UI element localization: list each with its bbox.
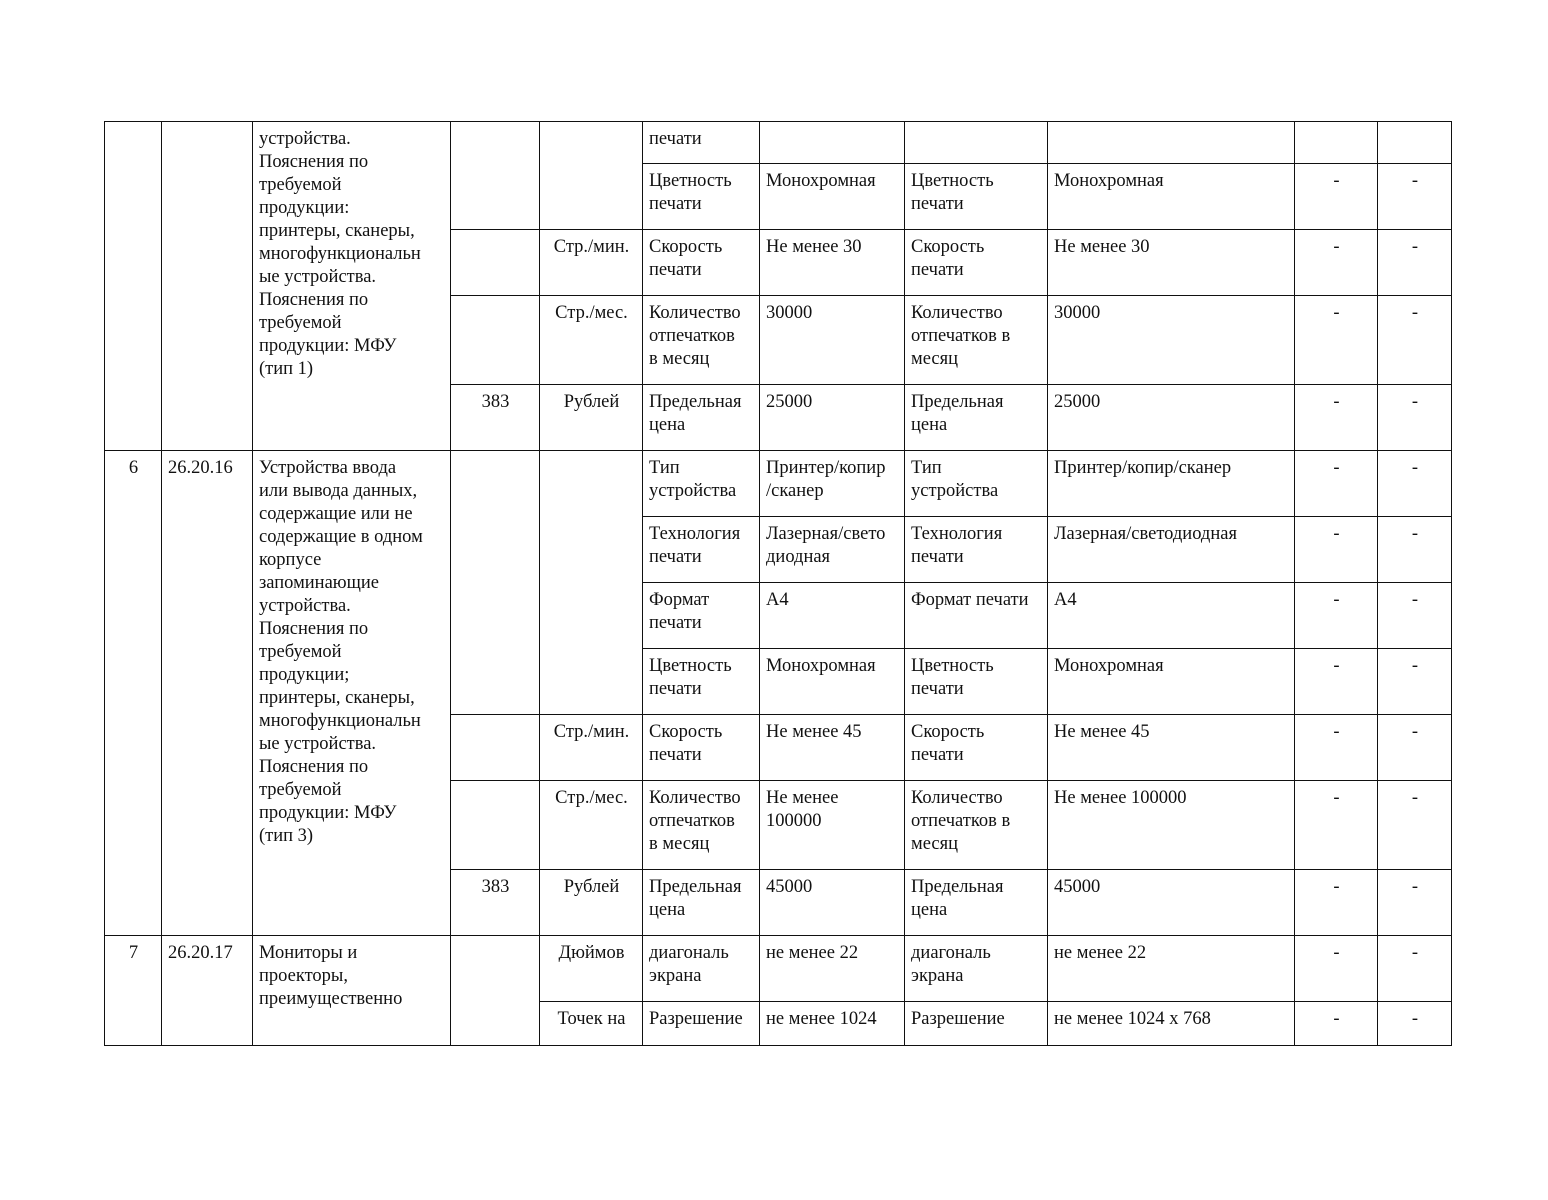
characteristic-cell: Предельная цена [643, 870, 760, 936]
characteristic-cell: Технология печати [643, 517, 760, 583]
dash-cell: - [1378, 230, 1452, 296]
value-cell: А4 [1048, 583, 1295, 649]
dash-cell: - [1295, 715, 1378, 781]
value-cell: Монохромная [1048, 649, 1295, 715]
dash-cell: - [1378, 936, 1452, 1002]
requirements-table [104, 121, 1452, 1046]
value-cell: Не менее 30 [760, 230, 905, 296]
okei-code-cell [451, 451, 540, 715]
characteristic-cell: Скорость печати [905, 230, 1048, 296]
okpd-code-cell [162, 122, 253, 451]
dash-cell: - [1378, 1002, 1452, 1046]
value-cell: Монохромная [760, 649, 905, 715]
characteristic-cell: Формат печати [905, 583, 1048, 649]
dash-cell: - [1295, 583, 1378, 649]
okpd-code-cell: 26.20.16 [162, 451, 253, 936]
okei-code-cell [451, 781, 540, 870]
okei-code-cell [451, 230, 540, 296]
characteristic-cell: Цветность печати [905, 164, 1048, 230]
unit-cell: Рублей [540, 385, 643, 451]
dash-cell: - [1295, 296, 1378, 385]
unit-cell [540, 451, 643, 715]
dash-cell: - [1295, 1002, 1378, 1046]
dash-cell: - [1378, 164, 1452, 230]
dash-cell: - [1295, 649, 1378, 715]
okei-code-cell [451, 122, 540, 230]
characteristic-cell: Разрешение [643, 1002, 760, 1046]
characteristic-cell: Количество отпечатков в месяц [905, 781, 1048, 870]
unit-cell: Дюймов [540, 936, 643, 1002]
table-row [105, 122, 1452, 164]
characteristic-cell: Тип устройства [643, 451, 760, 517]
dash-cell: - [1295, 517, 1378, 583]
dash-cell: - [1378, 781, 1452, 870]
row-number-cell [105, 122, 162, 451]
dash-cell: - [1378, 451, 1452, 517]
dash-cell: - [1378, 385, 1452, 451]
characteristic-cell: Скорость печати [643, 230, 760, 296]
characteristic-cell: Скорость печати [905, 715, 1048, 781]
okei-code-cell [451, 296, 540, 385]
value-cell: не менее 22 [760, 936, 905, 1002]
value-cell: Монохромная [1048, 164, 1295, 230]
value-cell [760, 122, 905, 164]
characteristic-cell: Предельная цена [643, 385, 760, 451]
value-cell: 30000 [760, 296, 905, 385]
characteristic-cell: Количество отпечатков в месяц [905, 296, 1048, 385]
value-cell: Не менее 100000 [760, 781, 905, 870]
value-cell: Монохромная [760, 164, 905, 230]
product-name-cell: устройства. Пояснения по требуемой продукции: принтеры, сканеры, многофункциональн ые устройства. Пояснения по требуемой продукции: МФУ (тип 1) [253, 122, 451, 451]
characteristic-cell: Предельная цена [905, 870, 1048, 936]
value-cell: А4 [760, 583, 905, 649]
okei-code-cell: 383 [451, 385, 540, 451]
dash-cell: - [1378, 715, 1452, 781]
dash-cell: - [1295, 164, 1378, 230]
dash-cell: - [1295, 230, 1378, 296]
value-cell: Лазерная/свето диодная [760, 517, 905, 583]
unit-cell: Точек на [540, 1002, 643, 1046]
dash-cell: - [1378, 870, 1452, 936]
row-number-cell: 6 [105, 451, 162, 936]
okei-code-cell [451, 715, 540, 781]
characteristic-cell: диагональ экрана [905, 936, 1048, 1002]
value-cell: Не менее 45 [760, 715, 905, 781]
okei-code-cell: 383 [451, 870, 540, 936]
dash-cell: - [1295, 385, 1378, 451]
value-cell: Лазерная/светодиодная [1048, 517, 1295, 583]
dash-cell: - [1295, 451, 1378, 517]
table-row [105, 936, 1452, 1002]
okei-code-cell [451, 936, 540, 1046]
characteristic-cell: Тип устройства [905, 451, 1048, 517]
unit-cell: Стр./мин. [540, 230, 643, 296]
value-cell: Не менее 30 [1048, 230, 1295, 296]
dash-cell: - [1295, 781, 1378, 870]
characteristic-cell: Количество отпечатков в месяц [643, 296, 760, 385]
okpd-code-cell: 26.20.17 [162, 936, 253, 1046]
value-cell: 25000 [1048, 385, 1295, 451]
unit-cell [540, 122, 643, 230]
dash-cell: - [1378, 517, 1452, 583]
value-cell: 45000 [1048, 870, 1295, 936]
value-cell: Принтер/копир/сканер [1048, 451, 1295, 517]
dash-cell: - [1378, 296, 1452, 385]
dash-cell [1378, 122, 1452, 164]
unit-cell: Стр./мес. [540, 296, 643, 385]
characteristic-cell: Формат печати [643, 583, 760, 649]
characteristic-cell: Цветность печати [643, 649, 760, 715]
value-cell: 25000 [760, 385, 905, 451]
characteristic-cell: Разрешение [905, 1002, 1048, 1046]
value-cell: 45000 [760, 870, 905, 936]
product-name-cell: Мониторы и проекторы, преимущественно [253, 936, 451, 1046]
product-name-cell: Устройства ввода или вывода данных, содержащие или не содержащие в одном корпусе запоминающие устройства. Пояснения по требуемой продукции; принтеры, сканеры, многофункциональн ые устройства. Пояснения по требуемой продукции: МФУ (тип 3) [253, 451, 451, 936]
dash-cell: - [1378, 649, 1452, 715]
characteristic-cell: Предельная цена [905, 385, 1048, 451]
value-cell: 30000 [1048, 296, 1295, 385]
value-cell: Принтер/копир /сканер [760, 451, 905, 517]
characteristic-cell: диагональ экрана [643, 936, 760, 1002]
characteristic-cell: Технология печати [905, 517, 1048, 583]
dash-cell: - [1295, 936, 1378, 1002]
dash-cell [1295, 122, 1378, 164]
unit-cell: Стр./мес. [540, 781, 643, 870]
value-cell: не менее 1024 х 768 [1048, 1002, 1295, 1046]
value-cell [1048, 122, 1295, 164]
characteristic-cell: Скорость печати [643, 715, 760, 781]
unit-cell: Стр./мин. [540, 715, 643, 781]
characteristic-cell: Цветность печати [905, 649, 1048, 715]
value-cell: не менее 22 [1048, 936, 1295, 1002]
characteristic-cell: Количество отпечатков в месяц [643, 781, 760, 870]
characteristic-cell [905, 122, 1048, 164]
dash-cell: - [1295, 870, 1378, 936]
dash-cell: - [1378, 583, 1452, 649]
characteristic-cell: печати [643, 122, 760, 164]
value-cell: Не менее 100000 [1048, 781, 1295, 870]
value-cell: не менее 1024 [760, 1002, 905, 1046]
unit-cell: Рублей [540, 870, 643, 936]
characteristic-cell: Цветность печати [643, 164, 760, 230]
value-cell: Не менее 45 [1048, 715, 1295, 781]
table-row [105, 451, 1452, 517]
row-number-cell: 7 [105, 936, 162, 1046]
